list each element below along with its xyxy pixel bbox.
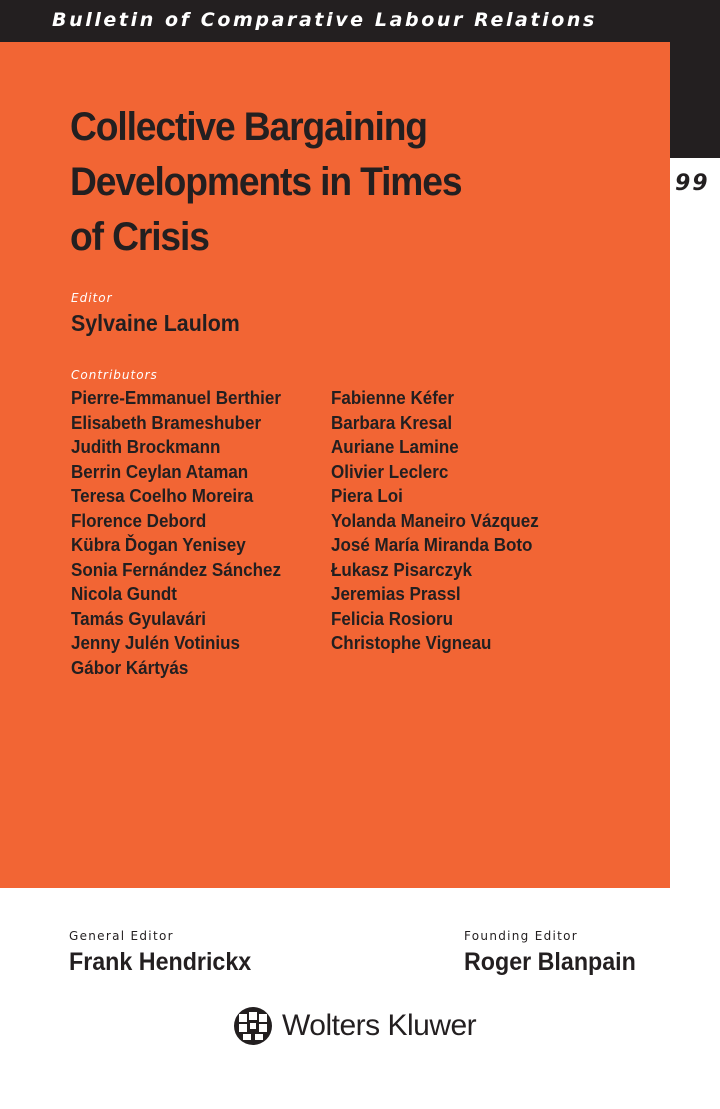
contributor-name: Auriane Lamine (331, 436, 459, 457)
contributor-name: Sonia Fernández Sánchez (71, 558, 281, 580)
editor-name: Sylvaine Laulom (71, 310, 240, 336)
volume-number: 99 (675, 171, 710, 196)
contributor-name: Tamás Gyulavári (71, 607, 206, 629)
contributor-name: Florence Debord (71, 509, 207, 531)
contributor-name: Piera Loi (331, 485, 403, 506)
contributor-name: Fabienne Kéfer (331, 387, 454, 408)
contributor-name: Gábor Kártyás (71, 656, 189, 678)
contributor-name: Felicia Rosioru (331, 607, 454, 629)
contributor-name: Jenny Julén Votinius (71, 632, 240, 653)
general-editor-name: Frank Hendrickx (69, 948, 252, 976)
editor-label: Editor (71, 291, 113, 305)
contributor-name: Judith Brockmann (71, 436, 221, 457)
contributor-name: Christophe Vigneau (331, 632, 492, 653)
contributor-name: Elisabeth Brameshuber (71, 411, 262, 433)
contributor-name: Olivier Leclerc (331, 460, 449, 482)
series-band (0, 0, 720, 42)
contributor-name: Nicola Gundt (71, 583, 177, 604)
publisher-block (232, 1004, 476, 1048)
general-editor-label: General Editor (69, 929, 174, 943)
publisher-name: Wolters Kluwer (282, 1009, 477, 1042)
contributor-name: Berrin Ceylan Ataman (71, 460, 249, 482)
volume-strip (670, 42, 720, 158)
book-title-line: Collective Bargaining (70, 105, 427, 149)
book-title (70, 100, 591, 265)
founding-editor-label: Founding Editor (464, 929, 579, 943)
book-title-line: Developments in Times (70, 160, 462, 204)
contributors-list-right (331, 386, 557, 656)
contributor-name: Łukasz Pisarczyk (331, 558, 472, 580)
contributor-name: Pierre-Emmanuel Berthier (71, 387, 282, 408)
contributor-name: Teresa Coelho Moreira (71, 485, 254, 506)
contributor-name: Barbara Kresal (331, 411, 453, 433)
contributor-name: José María Miranda Boto (331, 534, 533, 555)
contributor-name: Kübra Ďogan Yenisey (71, 534, 246, 555)
contributors-list-left (71, 386, 299, 680)
book-title-line: of Crisis (70, 215, 209, 259)
contributor-name: Jeremias Prassl (331, 583, 461, 604)
founding-editor-name: Roger Blanpain (464, 948, 636, 976)
wolters-kluwer-logo-icon (232, 1005, 274, 1047)
series-title: Bulletin of Comparative Labour Relations (52, 9, 597, 31)
contributor-name: Yolanda Maneiro Vázquez (331, 509, 539, 531)
contributors-label: Contributors (71, 368, 158, 382)
